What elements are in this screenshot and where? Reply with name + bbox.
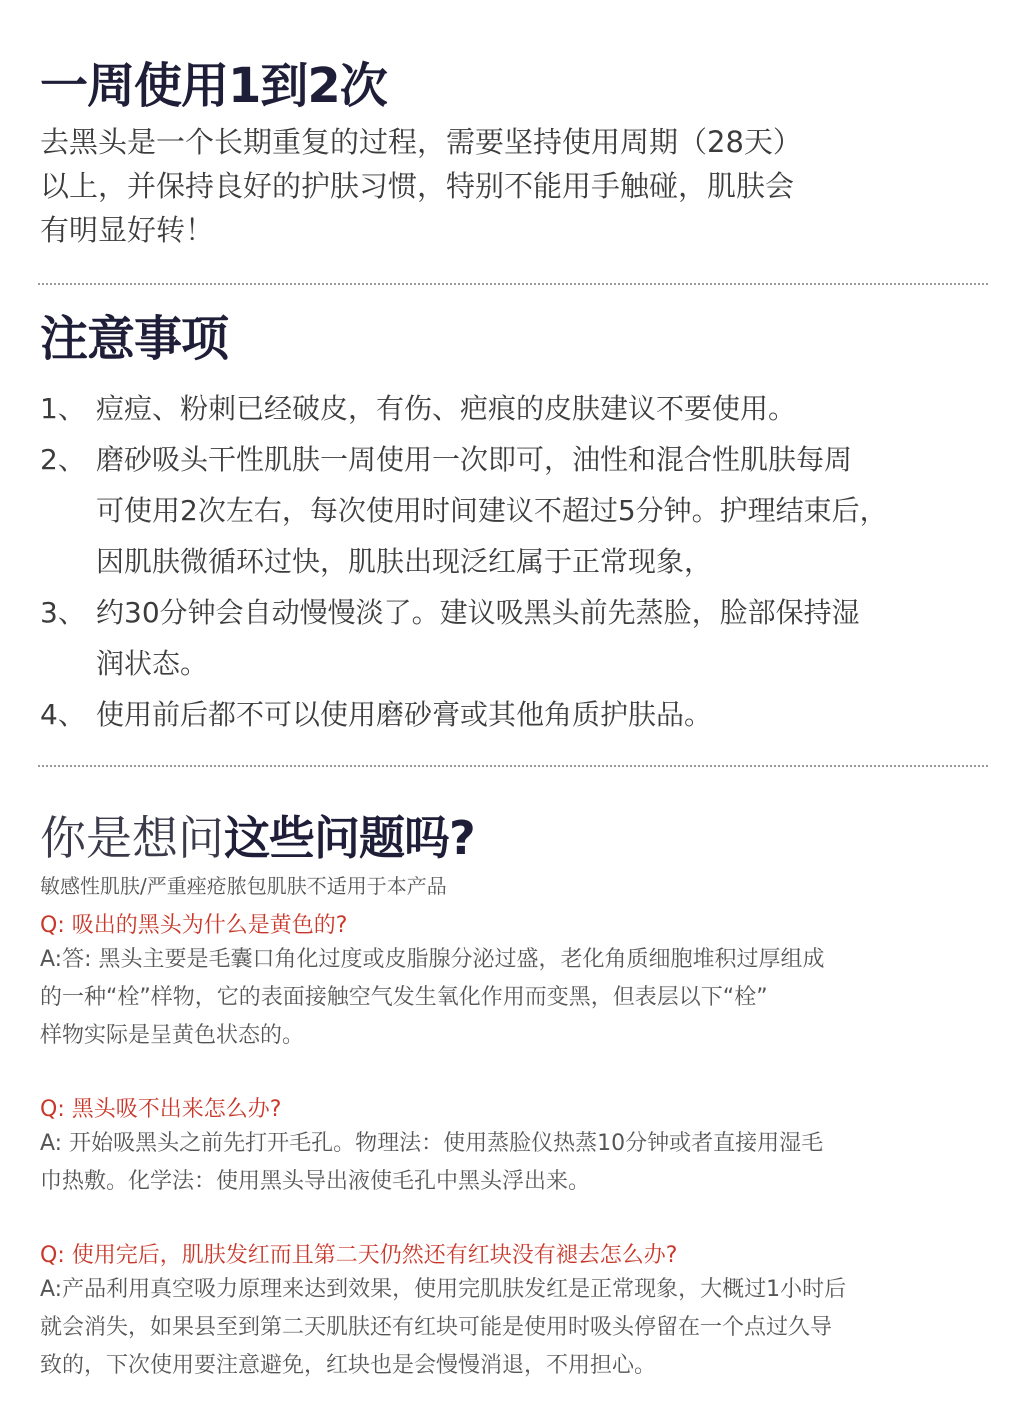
item-text: 可使用2次左右，每次使用时间建议不超过5分钟。护理结束后， [96,494,888,527]
item-text: 使用前后都不可以使用磨砂膏或其他角质护肤品。 [96,698,713,731]
section-faq [40,811,988,1425]
list-item [40,383,988,434]
usage-title: 一周使用1到2次 [40,58,387,114]
question: Q: 使用完后，肌肤发红而且第二天仍然还有红块没有褪去怎么办? [40,1243,678,1268]
dotted-divider [38,765,988,767]
item-text: 磨砂吸头干性肌肤一周使用一次即可，油性和混合性肌肤每周 [96,443,853,476]
qa-item [40,1095,988,1201]
answer-line: A:产品利用真空吸力原理来达到效果，使用完肌肤发红是正常现象，大概过1小时后 [40,1277,847,1302]
question: Q: 黑头吸不出来怎么办? [40,1097,282,1122]
item-text: 润状态。 [96,647,209,680]
usage-description [40,120,988,252]
answer-line: 的一种“栓”样物，它的表面接触空气发生氧化作用而变黑，但表层以下“栓” [40,985,768,1010]
answer-line: A: 开始吸黑头之前先打开毛孔。物理法：使用蒸脸仪热蒸10分钟或者直接用湿毛 [40,1131,824,1156]
item-text: 痘痘、粉刺已经破皮，有伤、疤痕的皮肤建议不要使用。 [96,392,797,425]
list-item [40,434,988,587]
qa-item [40,1241,988,1385]
faq-subtitle: 敏感性肌肤/严重痤疮脓包肌肤不适用于本产品 [40,874,447,898]
answer-line: 巾热敷。化学法：使用黑头导出液使毛孔中黑头浮出来。 [40,1169,591,1194]
item-number: 4、 [40,698,86,731]
item-text: 约30分钟会自动慢慢淡了。建议吸黑头前先蒸脸，脸部保持湿 [96,596,860,629]
usage-line: 有明显好转！ [40,213,215,247]
answer-line: 样物实际是呈黄色状态的。 [40,1023,305,1048]
faq-title [40,811,988,865]
list-item [40,689,988,740]
precautions-title: 注意事项 [40,311,229,367]
faq-title-light: 你是想问 [40,811,224,865]
item-number: 3、 [40,596,86,629]
question: Q: 吸出的黑头为什么是黄色的? [40,913,348,938]
usage-line: 去黑头是一个长期重复的过程，需要坚持使用周期（28天） [40,125,802,159]
faq-title-bold: 这些问题吗? [224,811,475,865]
list-item [40,587,988,689]
section-usage-frequency [40,58,988,252]
faq-list [40,911,988,1385]
answer-line: A:答: 黑头主要是毛囊口角化过度或皮脂腺分泌过盛，老化角质细胞堆积过厚组成 [40,947,825,972]
dotted-divider [38,283,988,285]
item-text: 因肌肤微循环过快，肌肤出现泛红属于正常现象， [96,545,713,578]
item-number: 1、 [40,392,86,425]
section-precautions [40,311,988,740]
item-number: 2、 [40,443,86,476]
precautions-list [40,383,988,740]
usage-line: 以上，并保持良好的护肤习惯，特别不能用手触碰，肌肤会 [40,169,795,203]
answer-line: 致的，下次使用要注意避免，红块也是会慢慢消退，不用担心。 [40,1353,657,1378]
answer-line: 就会消失，如果县至到第二天肌肤还有红块可能是使用时吸头停留在一个点过久导 [40,1315,833,1340]
qa-item [40,911,988,1055]
